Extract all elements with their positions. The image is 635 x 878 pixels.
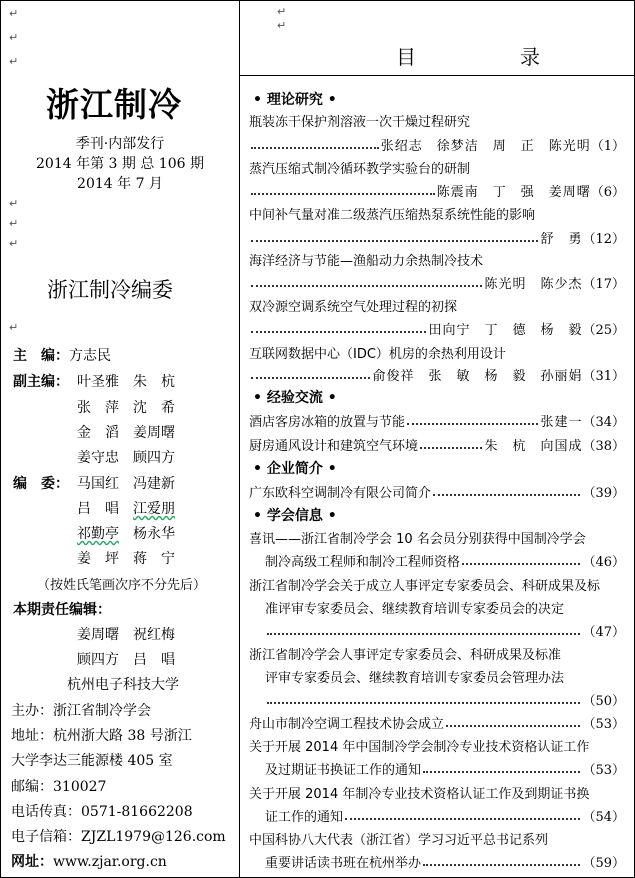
person-name: 冯建新 bbox=[133, 476, 175, 492]
paragraph-mark-icon: ↵ bbox=[9, 55, 19, 68]
toc-rule bbox=[240, 75, 634, 76]
toc-entry-line bbox=[249, 135, 625, 154]
toc-entry-title[interactable]: 中间补气量对准二级蒸汽压缩热泵系统性能的影响 bbox=[249, 208, 536, 223]
toc-entry-line[interactable] bbox=[249, 482, 625, 501]
toc-entry-page: （1） bbox=[590, 139, 625, 154]
toc-entry-line bbox=[265, 551, 625, 570]
person-name: 朱 杭 bbox=[133, 374, 175, 390]
person-name: 叶圣雅 bbox=[77, 374, 119, 390]
member-names-row bbox=[77, 498, 175, 518]
issue-number: 2014 年第 3 期 总 106 期 bbox=[36, 156, 204, 172]
person-name: 顾四方 bbox=[77, 652, 119, 668]
toc-entry-authors: 张绍志 徐梦洁 周 正 陈光明 bbox=[380, 139, 591, 154]
toc-entry-page: （25） bbox=[582, 323, 625, 338]
toc-entry-authors: 舒 勇 bbox=[540, 232, 583, 247]
toc-entry-line bbox=[249, 228, 625, 247]
toc-entry-title-cont[interactable]: 制冷高级工程师和制冷工程师资格 bbox=[265, 555, 461, 570]
person-name: 顾四方 bbox=[133, 450, 175, 466]
members-label: 编 委： bbox=[13, 476, 69, 492]
deputy-editor-row bbox=[13, 371, 69, 391]
toc-entry-authors: 田向宁 丁 德 杨 毅 bbox=[428, 323, 583, 338]
toc-entry-authors: 张建一 bbox=[540, 415, 583, 430]
toc-entry-page: （31） bbox=[582, 369, 625, 384]
toc-entry-title[interactable]: 关于开展 2014 年制冷专业技术资格认证工作及到期证书换 bbox=[249, 787, 590, 802]
toc-entry-title[interactable]: 喜讯——浙江省制冷学会 10 名会员分别获得中国制冷学会 bbox=[249, 532, 586, 547]
website-row bbox=[11, 851, 167, 871]
toc-entry-title-cont[interactable]: 重要讲话读书班在杭州举办 bbox=[265, 856, 422, 871]
toc-entry-title[interactable]: 厨房通风设计和建筑空气环境 bbox=[249, 439, 419, 454]
person-name: 金 滔 bbox=[77, 425, 119, 441]
issue-date: 2014 年 7 月 bbox=[77, 176, 163, 192]
person-name: 姜周曙 bbox=[77, 627, 119, 643]
institution: 杭州电子科技大学 bbox=[67, 677, 179, 693]
section-experience: • 经验交流 • bbox=[253, 390, 337, 406]
person-name: 吕 唱 bbox=[133, 652, 175, 668]
toc-entry-page: （50） bbox=[582, 694, 625, 709]
toc-entry-page: （53） bbox=[582, 717, 625, 732]
toc-entry-line bbox=[265, 806, 625, 825]
members-row bbox=[13, 473, 69, 493]
toc-entry-page: （47） bbox=[582, 625, 625, 640]
toc-entry-title[interactable]: 海洋经济与节能—渔船动力余热制冷技术 bbox=[249, 254, 484, 269]
chief-editor-label: 主 编： bbox=[13, 348, 69, 364]
person-name: 张 萍 bbox=[77, 400, 119, 416]
toc-entry-page: （12） bbox=[582, 232, 625, 247]
toc-entry-authors: 朱 杭 向国成 bbox=[484, 439, 583, 454]
member-names-row bbox=[77, 473, 175, 493]
issue-type: 季刊·内部发行 bbox=[75, 136, 165, 152]
toc-entry-title-cont[interactable]: 评审专家委员会、继续教育培训专家委员会管理办法 bbox=[265, 671, 565, 686]
masthead-column bbox=[1, 1, 239, 877]
deputy-names-row bbox=[77, 371, 175, 391]
toc-entry-line bbox=[265, 621, 625, 640]
person-name: 江爱朋 bbox=[133, 501, 175, 517]
toc-entry-line[interactable] bbox=[249, 411, 625, 430]
member-names-row bbox=[77, 548, 175, 568]
board-title: 浙江制冷编委 bbox=[47, 278, 173, 302]
deputy-names-row bbox=[77, 422, 175, 442]
address-line-2: 大学李达三能源楼 405 室 bbox=[11, 753, 173, 769]
toc-entry-line[interactable] bbox=[249, 713, 625, 732]
person-name: 吕 唱 bbox=[77, 501, 119, 517]
toc-entry-title-cont[interactable]: 证工作的通知 bbox=[265, 810, 344, 825]
email-line: 电子信箱：ZJZL1979@126.com bbox=[11, 829, 226, 845]
toc-entry-line bbox=[249, 319, 625, 338]
toc-entry-page: （34） bbox=[582, 415, 625, 430]
toc-entry-page: （46） bbox=[582, 555, 625, 570]
toc-entry-title[interactable]: 浙江省制冷学会关于成立人事评定专家委员会、科研成果及标 bbox=[249, 579, 601, 594]
person-name: 祝红梅 bbox=[133, 627, 175, 643]
member-names-row bbox=[77, 523, 175, 543]
column-divider bbox=[239, 1, 240, 877]
editors-row bbox=[13, 599, 111, 619]
person-name: 姜 坪 bbox=[77, 551, 119, 567]
section-company: • 企业简介 • bbox=[253, 461, 337, 477]
toc-entry-authors: 俞俊祥 张 敏 杨 毅 孙丽娟 bbox=[372, 369, 583, 384]
toc-entry-page: （6） bbox=[590, 185, 625, 200]
deputy-names-row bbox=[77, 447, 175, 467]
toc-entry-title[interactable]: 舟山市制冷空调工程技术协会成立 bbox=[249, 717, 445, 732]
toc-entry-line bbox=[249, 273, 625, 292]
chief-editor-name: 方志民 bbox=[69, 348, 111, 364]
paragraph-mark-icon: ↵ bbox=[9, 7, 19, 20]
person-name: 蒋 宁 bbox=[133, 551, 175, 567]
toc-entry-title-cont[interactable]: 及过期证书换证工作的通知 bbox=[265, 763, 422, 778]
toc-entry-page: （38） bbox=[582, 439, 625, 454]
toc-entry-line bbox=[265, 690, 625, 709]
toc-entry-title-cont[interactable]: 准评审专家委员会、继续教育培训专家委员会的决定 bbox=[265, 602, 565, 617]
toc-entry-title[interactable]: 瓶装冻干保护剂溶液一次干燥过程研究 bbox=[249, 115, 471, 130]
toc-entry-authors: 陈光明 陈少杰 bbox=[484, 277, 583, 292]
paragraph-mark-icon: ↵ bbox=[9, 237, 19, 250]
toc-entry-page: （54） bbox=[582, 810, 625, 825]
editor-names-row bbox=[77, 624, 175, 644]
host-line: 主办：浙江省制冷学会 bbox=[11, 703, 151, 719]
toc-entry-page: （39） bbox=[582, 486, 625, 501]
person-name: 杨永华 bbox=[133, 526, 175, 542]
toc-entry-line bbox=[249, 365, 625, 384]
paragraph-mark-icon: ↵ bbox=[9, 31, 19, 44]
paragraph-mark-icon: ↵ bbox=[277, 5, 287, 18]
postcode-line: 邮编：310027 bbox=[11, 779, 107, 795]
person-name: 姜守忠 bbox=[77, 450, 119, 466]
address-line-1: 地址：杭州浙大路 38 号浙江 bbox=[11, 728, 192, 744]
toc-title: 目 录 bbox=[396, 45, 582, 69]
paragraph-mark-icon: ↵ bbox=[277, 19, 287, 32]
deputy-names-row bbox=[77, 397, 175, 417]
person-name: 祁勤亭 bbox=[77, 526, 119, 542]
toc-entry-line[interactable] bbox=[249, 435, 625, 454]
paragraph-mark-icon: ↵ bbox=[9, 217, 19, 230]
toc-entry-page: （17） bbox=[582, 277, 625, 292]
order-note: （按姓氏笔画次序不分先后） bbox=[37, 578, 207, 593]
deputy-editor-label: 副主编： bbox=[13, 374, 69, 390]
chief-editor-row bbox=[13, 345, 111, 365]
journal-title: 浙江制冷 bbox=[46, 85, 182, 124]
toc-entry-title[interactable]: 互联网数据中心（IDC）机房的余热利用设计 bbox=[249, 347, 506, 362]
toc-entry-title[interactable]: 蒸汽压缩式制冷循环教学实验台的研制 bbox=[249, 162, 471, 177]
toc-entry-title[interactable]: 酒店客房冰箱的放置与节能 bbox=[249, 415, 406, 430]
toc-entry-authors: 陈震南 丁 强 姜周曙 bbox=[436, 185, 591, 200]
section-society: • 学会信息 • bbox=[253, 508, 337, 524]
toc-entry-title[interactable]: 关于开展 2014 年中国制冷学会制冷专业技术资格认证工作 bbox=[249, 740, 590, 755]
toc-entry-title[interactable]: 浙江省制冷学会人事评定专家委员会、科研成果及标准 bbox=[249, 648, 562, 663]
paragraph-mark-icon: ↵ bbox=[9, 321, 19, 334]
toc-entry-line bbox=[249, 181, 625, 200]
toc-entry-title[interactable]: 广东欧科空调制冷有限公司简介 bbox=[249, 486, 432, 501]
person-name: 马国红 bbox=[77, 476, 119, 492]
editor-names-row bbox=[77, 649, 175, 669]
website-label: 网址： bbox=[11, 854, 53, 870]
section-theory: • 理论研究 • bbox=[253, 92, 337, 108]
person-name: 沈 希 bbox=[133, 400, 175, 416]
website-link[interactable]: www.zjar.org.cn bbox=[53, 854, 167, 870]
editors-label: 本期责任编辑： bbox=[13, 602, 111, 618]
toc-entry-page: （59） bbox=[582, 856, 625, 871]
toc-entry-page: （53） bbox=[582, 763, 625, 778]
toc-entry-line bbox=[265, 852, 625, 871]
phone-line: 电话传真：0571-81662208 bbox=[11, 804, 193, 820]
person-name: 姜周曙 bbox=[133, 425, 175, 441]
paragraph-mark-icon: ↵ bbox=[9, 197, 19, 210]
toc-entry-title[interactable]: 中国科协八大代表（浙江省）学习习近平总书记系列 bbox=[249, 833, 549, 848]
toc-entry-title[interactable]: 双冷源空调系统空气处理过程的初探 bbox=[249, 300, 458, 315]
toc-entry-line bbox=[265, 759, 625, 778]
